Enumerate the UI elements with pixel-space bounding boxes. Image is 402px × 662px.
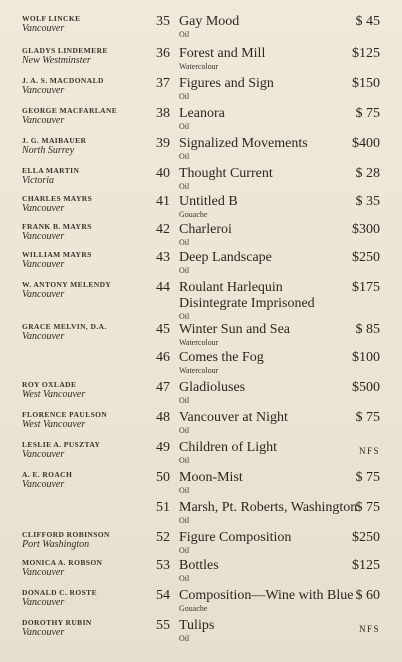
artwork-title-line-2: Disintegrate Imprisoned (179, 296, 315, 311)
artwork-price: $250 (352, 250, 380, 265)
catalogue-number: 46 (156, 350, 170, 365)
artwork-title: Bottles (179, 558, 219, 573)
artist-block (22, 588, 147, 608)
artwork-medium: Oil (179, 634, 190, 643)
artist-block (22, 558, 147, 578)
artist-block (22, 222, 147, 242)
artwork-medium: Gouache (179, 604, 208, 613)
artwork-title: Gladioluses (179, 380, 246, 395)
artwork-block (179, 500, 369, 525)
artwork-medium: Oil (179, 122, 190, 131)
catalogue-number: 49 (156, 440, 170, 455)
catalogue-number: 48 (156, 410, 170, 425)
artwork-title: Composition—Wine with Blue (179, 588, 354, 603)
catalogue-number: 47 (156, 380, 170, 395)
artwork-price: $ 60 (355, 588, 380, 603)
artwork-block (179, 322, 369, 347)
artist-name: GRACE MELVIN, D.A. (22, 322, 107, 331)
artist-name: A. E. ROACH (22, 470, 73, 479)
artwork-title: Figures and Sign (179, 76, 274, 91)
artwork-title: Untitled B (179, 194, 238, 209)
catalogue-number: 54 (156, 588, 170, 603)
catalogue-number: 50 (156, 470, 170, 485)
artist-name: DONALD C. ROSTE (22, 588, 97, 597)
artist-city: Vancouver (22, 567, 65, 578)
artist-block (22, 380, 147, 400)
artwork-medium: Oil (179, 312, 190, 321)
artwork-medium: Oil (179, 546, 190, 555)
artwork-price: $100 (352, 350, 380, 365)
artwork-price: $ 75 (355, 500, 380, 515)
artist-block (22, 530, 147, 550)
artwork-medium: Oil (179, 238, 190, 247)
artist-city: North Surrey (22, 145, 75, 156)
artwork-price: $ 35 (355, 194, 380, 209)
artist-name: GLADYS LINDEMERE (22, 46, 108, 55)
artwork-block (179, 588, 369, 613)
catalogue-number: 37 (156, 76, 170, 91)
artwork-price: $125 (352, 46, 380, 61)
artwork-title: Winter Sun and Sea (179, 322, 291, 337)
artist-block (22, 136, 147, 156)
artist-name: WILLIAM MAYRS (22, 250, 92, 259)
artwork-block (179, 280, 369, 321)
artist-city: Vancouver (22, 627, 65, 638)
artist-city: West Vancouver (22, 389, 86, 400)
artwork-block (179, 530, 369, 555)
artist-name: CLIFFORD ROBINSON (22, 530, 110, 539)
artist-block (22, 106, 147, 126)
artwork-price: $ 75 (355, 470, 380, 485)
artwork-block (179, 14, 369, 39)
artist-block (22, 46, 147, 66)
artist-name: FLORENCE PAULSON (22, 410, 108, 419)
artwork-title: Thought Current (179, 166, 273, 181)
catalogue-number: 39 (156, 136, 170, 151)
artist-block (22, 280, 147, 300)
artwork-title: Forest and Mill (179, 46, 266, 61)
artist-name: ELLA MARTIN (22, 166, 80, 175)
artist-name: WOLF LINCKE (22, 14, 81, 23)
artwork-medium: Oil (179, 426, 190, 435)
artwork-block (179, 76, 369, 101)
artwork-title: Tulips (179, 618, 215, 633)
artwork-block (179, 618, 369, 643)
artist-city: Vancouver (22, 23, 65, 34)
artist-city: West Vancouver (22, 419, 86, 430)
artwork-block (179, 166, 369, 191)
artwork-medium: Oil (179, 92, 190, 101)
catalogue-number: 43 (156, 250, 170, 265)
artist-name: W. ANTONY MELENDY (22, 280, 112, 289)
artist-city: Port Washington (22, 539, 90, 550)
artwork-medium: Oil (179, 396, 190, 405)
artist-block (22, 250, 147, 270)
catalogue-number: 42 (156, 222, 170, 237)
artwork-price: $ 28 (355, 166, 380, 181)
artist-city: Victoria (22, 175, 55, 186)
artwork-price: $400 (352, 136, 380, 151)
artwork-title: Comes the Fog (179, 350, 264, 365)
artist-block (22, 322, 147, 342)
artwork-price: $ 75 (355, 410, 380, 425)
artist-name: CHARLES MAYRS (22, 194, 93, 203)
artwork-medium: Oil (179, 152, 190, 161)
artist-block (22, 14, 147, 34)
artwork-medium: Watercolour (179, 366, 219, 375)
artwork-price: $500 (352, 380, 380, 395)
artist-name: LESLIE A. PUSZTAY (22, 440, 101, 449)
catalogue-number: 38 (156, 106, 170, 121)
artwork-medium: Oil (179, 516, 190, 525)
artwork-price: $300 (352, 222, 380, 237)
artwork-price: $ 85 (355, 322, 380, 337)
artwork-title: Vancouver at Night (179, 410, 288, 425)
artist-city: Vancouver (22, 259, 65, 270)
artist-city: Vancouver (22, 203, 65, 214)
artist-block (22, 470, 147, 490)
artwork-title: Children of Light (179, 440, 277, 455)
artwork-medium: Watercolour (179, 338, 219, 347)
catalogue-number: 55 (156, 618, 170, 633)
artwork-title: Gay Mood (179, 14, 240, 29)
artwork-title: Moon-Mist (179, 470, 243, 485)
artwork-block (179, 250, 369, 275)
catalogue-number: 51 (156, 500, 170, 515)
artist-name: DOROTHY RUBIN (22, 618, 92, 627)
artwork-title: Figure Composition (179, 530, 292, 545)
artwork-block (179, 350, 369, 375)
artist-name: MONICA A. ROBSON (22, 558, 103, 567)
artwork-price: $250 (352, 530, 380, 545)
artist-block (22, 618, 147, 638)
artwork-block (179, 410, 369, 435)
artwork-title: Signalized Movements (179, 136, 308, 151)
artist-city: Vancouver (22, 449, 65, 460)
artist-city: Vancouver (22, 331, 65, 342)
artist-city: Vancouver (22, 479, 65, 490)
artist-name: J. G. MAIBAUER (22, 136, 87, 145)
artwork-medium: Oil (179, 30, 190, 39)
artist-name: J. A. S. MACDONALD (22, 76, 104, 85)
catalogue-number: 40 (156, 166, 170, 181)
artist-city: Vancouver (22, 231, 65, 242)
artwork-medium: Watercolour (179, 62, 219, 71)
artwork-block (179, 106, 369, 131)
artwork-medium: Oil (179, 486, 190, 495)
artwork-price: $150 (352, 76, 380, 91)
artwork-title: Charleroi (179, 222, 232, 237)
artwork-title: Roulant Harlequin (179, 280, 283, 295)
artwork-block (179, 558, 369, 583)
artwork-block (179, 136, 369, 161)
artwork-title: Marsh, Pt. Roberts, Washington (179, 500, 358, 515)
artwork-medium: Oil (179, 456, 190, 465)
artwork-price: NFS (358, 624, 380, 634)
artwork-medium: Oil (179, 266, 190, 275)
artwork-block (179, 470, 369, 495)
artwork-block (179, 46, 369, 71)
artist-name: ROY OXLADE (22, 380, 77, 389)
artwork-medium: Gouache (179, 210, 208, 219)
catalogue-number: 36 (156, 46, 170, 61)
artwork-block (179, 194, 369, 219)
artwork-medium: Oil (179, 182, 190, 191)
artist-block (22, 440, 147, 460)
artist-block (22, 76, 147, 96)
artwork-price: $175 (352, 280, 380, 295)
artist-name: GEORGE MACFARLANE (22, 106, 118, 115)
artist-city: New Westminster (22, 55, 91, 66)
artist-block (22, 410, 147, 430)
catalogue-number: 35 (156, 14, 170, 29)
artwork-price: $ 75 (355, 106, 380, 121)
artwork-price: NFS (358, 446, 380, 456)
artist-city: Vancouver (22, 115, 65, 126)
catalogue-number: 45 (156, 322, 170, 337)
artwork-medium: Oil (179, 574, 190, 583)
artist-name: FRANK B. MAYRS (22, 222, 92, 231)
catalogue-number: 52 (156, 530, 170, 545)
artist-block (22, 194, 147, 214)
catalogue-number: 44 (156, 280, 170, 295)
artwork-price: $125 (352, 558, 380, 573)
artist-city: Vancouver (22, 85, 65, 96)
artist-city: Vancouver (22, 597, 65, 608)
catalogue-number: 41 (156, 194, 170, 209)
artwork-block (179, 380, 369, 405)
artwork-block (179, 440, 369, 465)
catalogue-number: 53 (156, 558, 170, 573)
artwork-title: Deep Landscape (179, 250, 272, 265)
artwork-title: Leanora (179, 106, 225, 121)
artwork-block (179, 222, 369, 247)
artwork-price: $ 45 (355, 14, 380, 29)
artist-block (22, 166, 147, 186)
artist-city: Vancouver (22, 289, 65, 300)
